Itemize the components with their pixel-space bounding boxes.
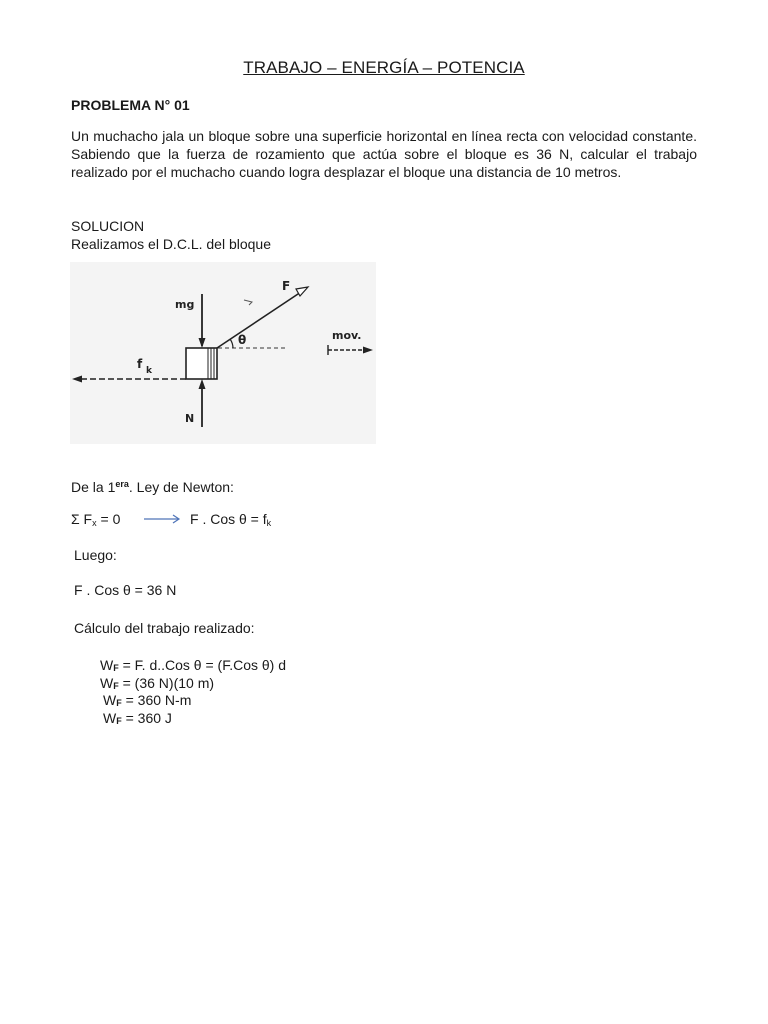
- work-symbol: W: [100, 675, 114, 691]
- problem-heading: PROBLEMA N° 01: [71, 97, 190, 113]
- calc-heading: Cálculo del trabajo realizado:: [74, 620, 255, 636]
- work-symbol: W: [100, 657, 114, 673]
- work-sub: F: [116, 698, 122, 708]
- implies-arrow-icon: [144, 513, 182, 525]
- label-theta: θ: [238, 333, 247, 347]
- work-symbol: W: [103, 692, 117, 708]
- solution-intro: Realizamos el D.C.L. del bloque: [71, 236, 271, 252]
- label-mov: mov.: [332, 329, 362, 342]
- work-expression: = 360 J: [121, 710, 172, 726]
- newton-prefix: De la 1: [71, 479, 116, 495]
- eq1-right: F . Cos θ = f: [190, 511, 267, 527]
- label-mg: mg: [175, 298, 195, 311]
- cos-equation: [190, 510, 271, 532]
- cos-value-equation: F . Cos θ = 36 N: [74, 582, 177, 598]
- work-expression: = F. d..Cos θ = (F.Cos θ) d: [118, 657, 287, 673]
- eq1-left-sub: x: [92, 518, 97, 528]
- work-symbol: W: [103, 710, 117, 726]
- eq1-left: Σ F: [71, 511, 93, 527]
- work-expression: = 360 N-m: [121, 692, 192, 708]
- work-sub: F: [113, 663, 119, 673]
- work-sub: F: [116, 716, 122, 726]
- work-sub: F: [113, 681, 119, 691]
- newton-suffix: . Ley de Newton:: [128, 479, 234, 495]
- free-body-diagram: [70, 262, 376, 444]
- work-expression: = (36 N)(10 m): [118, 675, 215, 691]
- label-fk: f: [137, 357, 143, 371]
- sum-forces-equation: [71, 510, 120, 532]
- solution-heading: SOLUCION: [71, 218, 145, 234]
- newton-superscript: era: [115, 479, 129, 489]
- block: [186, 348, 217, 379]
- problem-statement: Un muchacho jala un bloque sobre una superficie horizontal en línea recta con velocidad constante. Sabiendo que la fuerza de rozamiento que actúa sobre el bloque es 36 N, calcular el trabajo realizado por el muchacho cuando logra desplazar el bloque una distancia de 10 metros.: [71, 128, 697, 180]
- eq1-right-sub: k: [266, 518, 272, 528]
- diagram-background: [70, 262, 376, 444]
- work-line: [103, 709, 172, 730]
- eq1-left-rhs: = 0: [96, 511, 121, 527]
- newton-law-line: [71, 475, 234, 496]
- document-title: TRABAJO – ENERGÍA – POTENCIA: [243, 58, 525, 77]
- label-n: N: [185, 412, 195, 425]
- label-f: F: [282, 279, 291, 293]
- label-fk-sub: k: [146, 366, 152, 376]
- luego-label: Luego:: [74, 547, 117, 563]
